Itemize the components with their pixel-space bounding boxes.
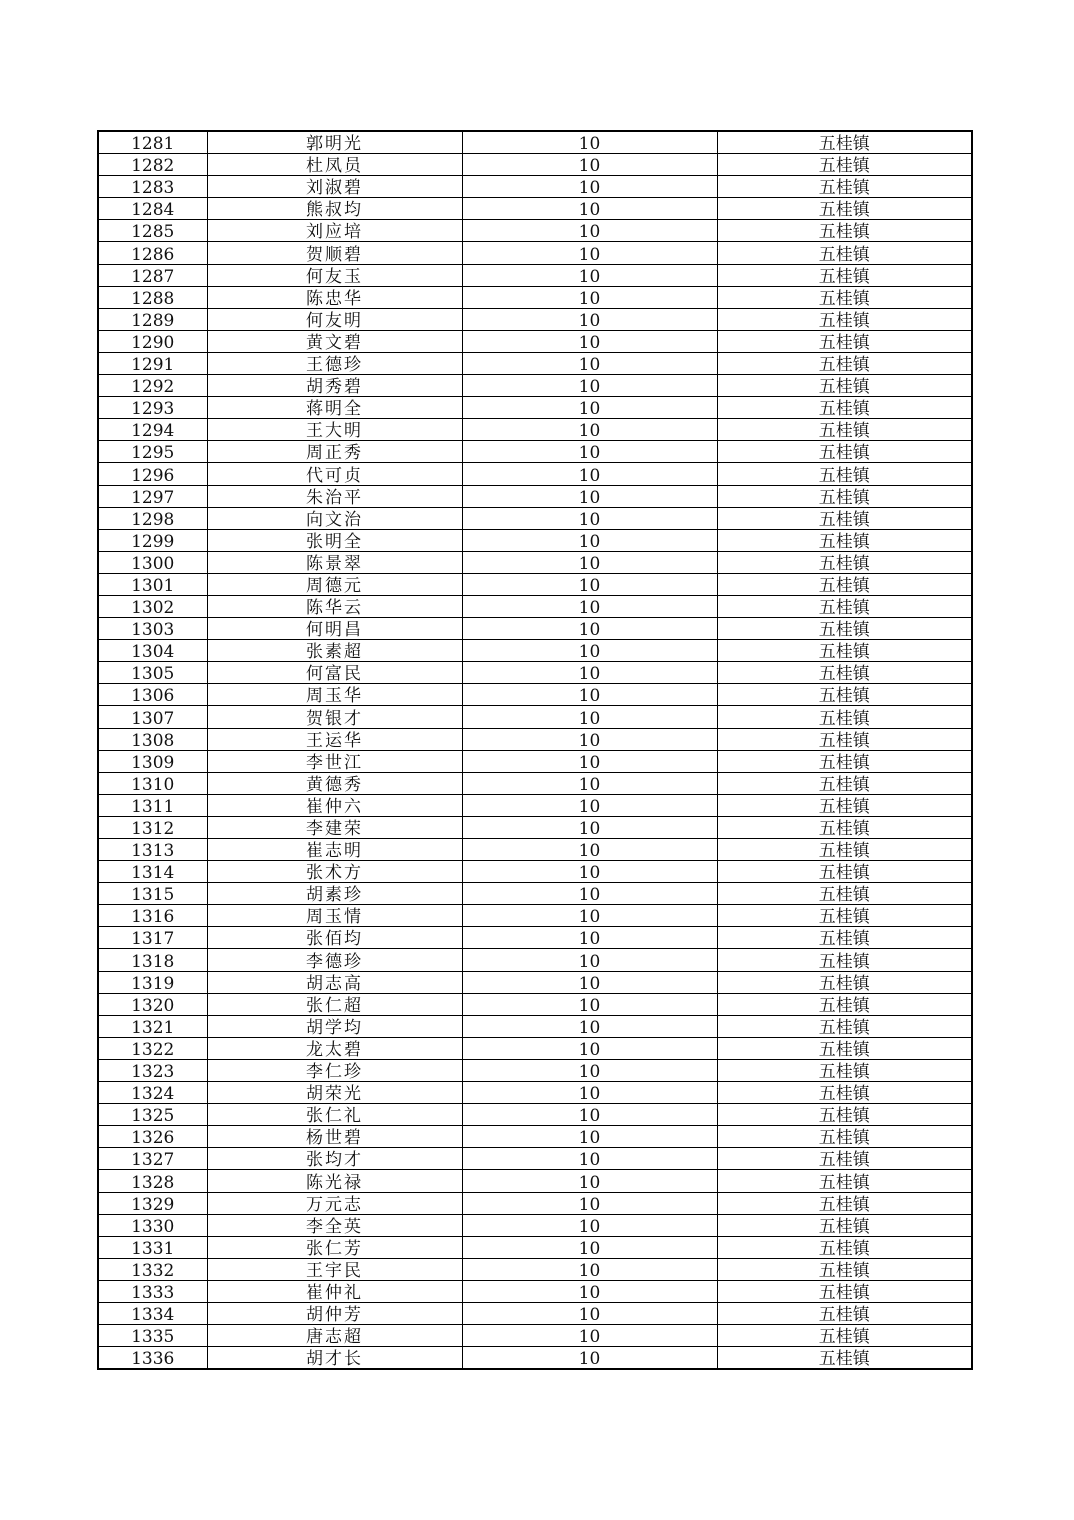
row-number-cell: 1321 [98,1015,207,1037]
row-number-cell: 1327 [98,1148,207,1170]
town-cell: 五桂镇 [717,286,972,308]
amount-cell: 10 [462,1214,717,1236]
row-number-cell: 1323 [98,1059,207,1081]
row-number-cell: 1291 [98,352,207,374]
table-row [98,419,972,441]
row-number-cell: 1330 [98,1214,207,1236]
row-number-cell: 1293 [98,397,207,419]
town-cell: 五桂镇 [717,1192,972,1214]
row-number-cell: 1332 [98,1258,207,1280]
row-number-cell: 1296 [98,463,207,485]
name-cell: 张佰均 [207,927,462,949]
town-cell: 五桂镇 [717,794,972,816]
amount-cell: 10 [462,816,717,838]
amount-cell: 10 [462,993,717,1015]
name-cell: 张素超 [207,640,462,662]
table-row [98,949,972,971]
amount-cell: 10 [462,1037,717,1059]
table-row [98,1347,972,1370]
name-cell: 杨世碧 [207,1126,462,1148]
town-cell: 五桂镇 [717,1059,972,1081]
row-number-cell: 1322 [98,1037,207,1059]
amount-cell: 10 [462,308,717,330]
name-cell: 周德元 [207,573,462,595]
amount-cell: 10 [462,1015,717,1037]
town-cell: 五桂镇 [717,750,972,772]
amount-cell: 10 [462,1170,717,1192]
amount-cell: 10 [462,330,717,352]
row-number-cell: 1285 [98,220,207,242]
amount-cell: 10 [462,839,717,861]
row-number-cell: 1333 [98,1280,207,1302]
row-number-cell: 1307 [98,706,207,728]
name-cell: 何友玉 [207,264,462,286]
table-row [98,551,972,573]
row-number-cell: 1325 [98,1104,207,1126]
table-row [98,131,972,154]
amount-cell: 10 [462,1258,717,1280]
name-cell: 王大明 [207,419,462,441]
table-row [98,1015,972,1037]
row-number-cell: 1298 [98,507,207,529]
row-number-cell: 1319 [98,971,207,993]
row-number-cell: 1329 [98,1192,207,1214]
row-number-cell: 1336 [98,1347,207,1370]
town-cell: 五桂镇 [717,684,972,706]
amount-cell: 10 [462,485,717,507]
name-cell: 郭明光 [207,131,462,154]
town-cell: 五桂镇 [717,927,972,949]
row-number-cell: 1300 [98,551,207,573]
name-cell: 李全英 [207,1214,462,1236]
table-row [98,706,972,728]
town-cell: 五桂镇 [717,485,972,507]
amount-cell: 10 [462,573,717,595]
town-cell: 五桂镇 [717,463,972,485]
row-number-cell: 1289 [98,308,207,330]
row-number-cell: 1326 [98,1126,207,1148]
table-row [98,618,972,640]
row-number-cell: 1315 [98,883,207,905]
table-row [98,1280,972,1302]
town-cell: 五桂镇 [717,993,972,1015]
table-row [98,794,972,816]
name-cell: 李建荣 [207,816,462,838]
table-row [98,728,972,750]
table-row [98,883,972,905]
table-row [98,839,972,861]
row-number-cell: 1295 [98,441,207,463]
amount-cell: 10 [462,618,717,640]
row-number-cell: 1311 [98,794,207,816]
amount-cell: 10 [462,640,717,662]
name-cell: 胡志高 [207,971,462,993]
amount-cell: 10 [462,507,717,529]
row-number-cell: 1320 [98,993,207,1015]
table-row [98,286,972,308]
name-cell: 陈光禄 [207,1170,462,1192]
name-cell: 刘应培 [207,220,462,242]
name-cell: 胡荣光 [207,1082,462,1104]
town-cell: 五桂镇 [717,198,972,220]
town-cell: 五桂镇 [717,839,972,861]
table-row [98,573,972,595]
table-row [98,1214,972,1236]
table-row [98,1236,972,1258]
amount-cell: 10 [462,1302,717,1324]
table-row [98,176,972,198]
town-cell: 五桂镇 [717,1148,972,1170]
amount-cell: 10 [462,463,717,485]
town-cell: 五桂镇 [717,154,972,176]
row-number-cell: 1287 [98,264,207,286]
amount-cell: 10 [462,131,717,154]
name-cell: 贺银才 [207,706,462,728]
table-row [98,1104,972,1126]
row-number-cell: 1334 [98,1302,207,1324]
name-cell: 王运华 [207,728,462,750]
amount-cell: 10 [462,397,717,419]
table-row [98,927,972,949]
table-row [98,264,972,286]
amount-cell: 10 [462,1104,717,1126]
table-row [98,352,972,374]
table-row [98,198,972,220]
town-cell: 五桂镇 [717,131,972,154]
name-cell: 龙太碧 [207,1037,462,1059]
name-cell: 杜凤员 [207,154,462,176]
town-cell: 五桂镇 [717,595,972,617]
row-number-cell: 1308 [98,728,207,750]
table-row [98,1258,972,1280]
town-cell: 五桂镇 [717,242,972,264]
row-number-cell: 1286 [98,242,207,264]
table-row [98,397,972,419]
row-number-cell: 1305 [98,662,207,684]
row-number-cell: 1309 [98,750,207,772]
name-cell: 张仁芳 [207,1236,462,1258]
town-cell: 五桂镇 [717,1302,972,1324]
amount-cell: 10 [462,1280,717,1302]
town-cell: 五桂镇 [717,728,972,750]
row-number-cell: 1284 [98,198,207,220]
name-cell: 崔志明 [207,839,462,861]
table-row [98,308,972,330]
name-cell: 何富民 [207,662,462,684]
town-cell: 五桂镇 [717,573,972,595]
row-number-cell: 1318 [98,949,207,971]
roster-table [97,130,973,1370]
town-cell: 五桂镇 [717,905,972,927]
table-row [98,1170,972,1192]
town-cell: 五桂镇 [717,551,972,573]
amount-cell: 10 [462,772,717,794]
amount-cell: 10 [462,176,717,198]
amount-cell: 10 [462,264,717,286]
name-cell: 蒋明全 [207,397,462,419]
name-cell: 周玉华 [207,684,462,706]
row-number-cell: 1294 [98,419,207,441]
name-cell: 李仁珍 [207,1059,462,1081]
name-cell: 黄文碧 [207,330,462,352]
amount-cell: 10 [462,1082,717,1104]
row-number-cell: 1328 [98,1170,207,1192]
table-row [98,993,972,1015]
name-cell: 张仁超 [207,993,462,1015]
roster-body [98,131,972,1369]
town-cell: 五桂镇 [717,1258,972,1280]
town-cell: 五桂镇 [717,330,972,352]
amount-cell: 10 [462,971,717,993]
name-cell: 张均才 [207,1148,462,1170]
row-number-cell: 1301 [98,573,207,595]
name-cell: 周正秀 [207,441,462,463]
table-row [98,1126,972,1148]
name-cell: 王宇民 [207,1258,462,1280]
town-cell: 五桂镇 [717,816,972,838]
row-number-cell: 1324 [98,1082,207,1104]
row-number-cell: 1299 [98,529,207,551]
table-row [98,220,972,242]
amount-cell: 10 [462,1059,717,1081]
table-row [98,1325,972,1347]
row-number-cell: 1306 [98,684,207,706]
town-cell: 五桂镇 [717,1082,972,1104]
name-cell: 代可贞 [207,463,462,485]
amount-cell: 10 [462,684,717,706]
name-cell: 陈华云 [207,595,462,617]
name-cell: 陈忠华 [207,286,462,308]
row-number-cell: 1331 [98,1236,207,1258]
name-cell: 崔仲礼 [207,1280,462,1302]
amount-cell: 10 [462,706,717,728]
name-cell: 陈景翠 [207,551,462,573]
name-cell: 胡秀碧 [207,375,462,397]
town-cell: 五桂镇 [717,375,972,397]
town-cell: 五桂镇 [717,640,972,662]
name-cell: 张仁礼 [207,1104,462,1126]
name-cell: 胡学均 [207,1015,462,1037]
name-cell: 熊叔均 [207,198,462,220]
town-cell: 五桂镇 [717,662,972,684]
name-cell: 张明全 [207,529,462,551]
table-row [98,1037,972,1059]
name-cell: 万元志 [207,1192,462,1214]
name-cell: 唐志超 [207,1325,462,1347]
town-cell: 五桂镇 [717,1037,972,1059]
town-cell: 五桂镇 [717,507,972,529]
amount-cell: 10 [462,905,717,927]
table-row [98,463,972,485]
name-cell: 向文治 [207,507,462,529]
table-row [98,330,972,352]
name-cell: 崔仲六 [207,794,462,816]
town-cell: 五桂镇 [717,1325,972,1347]
town-cell: 五桂镇 [717,1280,972,1302]
row-number-cell: 1303 [98,618,207,640]
name-cell: 胡素珍 [207,883,462,905]
amount-cell: 10 [462,1148,717,1170]
town-cell: 五桂镇 [717,220,972,242]
table-row [98,242,972,264]
town-cell: 五桂镇 [717,861,972,883]
table-row [98,1192,972,1214]
row-number-cell: 1288 [98,286,207,308]
row-number-cell: 1281 [98,131,207,154]
name-cell: 李世江 [207,750,462,772]
table-row [98,1302,972,1324]
table-row [98,1082,972,1104]
row-number-cell: 1297 [98,485,207,507]
amount-cell: 10 [462,551,717,573]
amount-cell: 10 [462,441,717,463]
town-cell: 五桂镇 [717,1347,972,1370]
table-row [98,816,972,838]
amount-cell: 10 [462,352,717,374]
table-row [98,1148,972,1170]
table-row [98,971,972,993]
town-cell: 五桂镇 [717,1236,972,1258]
table-row [98,507,972,529]
table-row [98,441,972,463]
amount-cell: 10 [462,419,717,441]
table-row [98,529,972,551]
name-cell: 何明昌 [207,618,462,640]
name-cell: 张术方 [207,861,462,883]
amount-cell: 10 [462,1236,717,1258]
name-cell: 黄德秀 [207,772,462,794]
name-cell: 胡才长 [207,1347,462,1370]
amount-cell: 10 [462,728,717,750]
name-cell: 王德珍 [207,352,462,374]
row-number-cell: 1304 [98,640,207,662]
town-cell: 五桂镇 [717,264,972,286]
town-cell: 五桂镇 [717,1104,972,1126]
town-cell: 五桂镇 [717,1214,972,1236]
amount-cell: 10 [462,1126,717,1148]
amount-cell: 10 [462,529,717,551]
amount-cell: 10 [462,927,717,949]
amount-cell: 10 [462,198,717,220]
amount-cell: 10 [462,595,717,617]
amount-cell: 10 [462,949,717,971]
table-row [98,485,972,507]
amount-cell: 10 [462,662,717,684]
town-cell: 五桂镇 [717,949,972,971]
town-cell: 五桂镇 [717,441,972,463]
row-number-cell: 1317 [98,927,207,949]
town-cell: 五桂镇 [717,706,972,728]
name-cell: 刘淑碧 [207,176,462,198]
name-cell: 周玉情 [207,905,462,927]
amount-cell: 10 [462,286,717,308]
table-row [98,662,972,684]
name-cell: 胡仲芳 [207,1302,462,1324]
town-cell: 五桂镇 [717,772,972,794]
table-row [98,375,972,397]
row-number-cell: 1312 [98,816,207,838]
amount-cell: 10 [462,1325,717,1347]
town-cell: 五桂镇 [717,971,972,993]
name-cell: 李德珍 [207,949,462,971]
amount-cell: 10 [462,750,717,772]
row-number-cell: 1310 [98,772,207,794]
amount-cell: 10 [462,794,717,816]
amount-cell: 10 [462,154,717,176]
table-row [98,640,972,662]
row-number-cell: 1316 [98,905,207,927]
table-row [98,861,972,883]
name-cell: 何友明 [207,308,462,330]
amount-cell: 10 [462,242,717,264]
amount-cell: 10 [462,883,717,905]
table-row [98,1059,972,1081]
amount-cell: 10 [462,220,717,242]
table-row [98,154,972,176]
town-cell: 五桂镇 [717,1126,972,1148]
table-row [98,684,972,706]
town-cell: 五桂镇 [717,176,972,198]
table-row [98,595,972,617]
town-cell: 五桂镇 [717,308,972,330]
name-cell: 贺顺碧 [207,242,462,264]
amount-cell: 10 [462,1347,717,1370]
town-cell: 五桂镇 [717,352,972,374]
town-cell: 五桂镇 [717,883,972,905]
town-cell: 五桂镇 [717,1170,972,1192]
town-cell: 五桂镇 [717,419,972,441]
table-row [98,905,972,927]
row-number-cell: 1314 [98,861,207,883]
town-cell: 五桂镇 [717,1015,972,1037]
amount-cell: 10 [462,1192,717,1214]
amount-cell: 10 [462,861,717,883]
table-row [98,772,972,794]
amount-cell: 10 [462,375,717,397]
town-cell: 五桂镇 [717,529,972,551]
row-number-cell: 1302 [98,595,207,617]
town-cell: 五桂镇 [717,397,972,419]
name-cell: 朱治平 [207,485,462,507]
row-number-cell: 1313 [98,839,207,861]
table-row [98,750,972,772]
row-number-cell: 1292 [98,375,207,397]
town-cell: 五桂镇 [717,618,972,640]
row-number-cell: 1282 [98,154,207,176]
row-number-cell: 1290 [98,330,207,352]
row-number-cell: 1283 [98,176,207,198]
row-number-cell: 1335 [98,1325,207,1347]
